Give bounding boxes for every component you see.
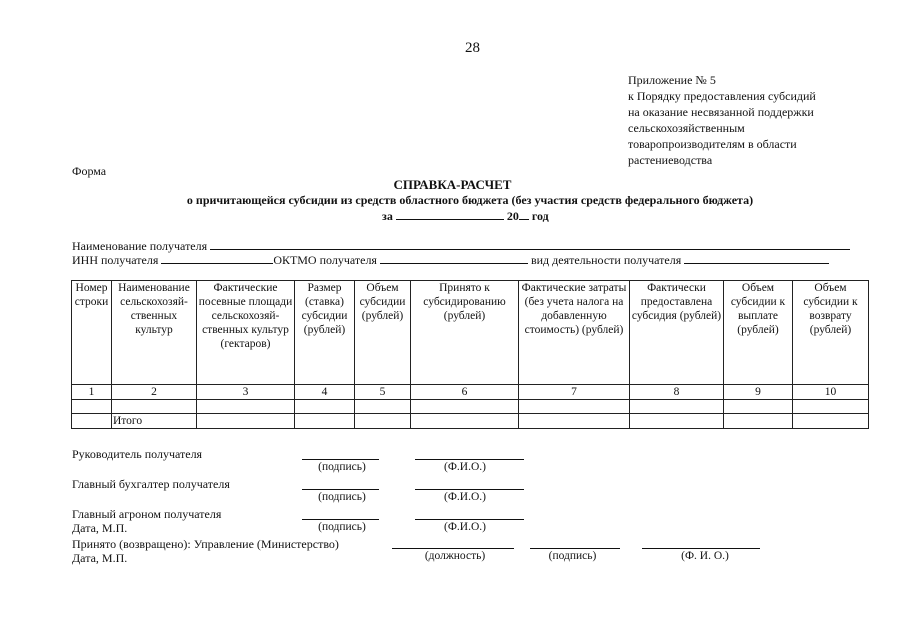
head-signature-line[interactable] xyxy=(302,459,379,460)
table-cell[interactable] xyxy=(197,400,295,414)
date-mp: Дата, М.П. xyxy=(72,521,128,535)
col-number: 1 xyxy=(72,385,112,400)
page-number: 28 xyxy=(465,40,480,56)
signature-caption: (подпись) xyxy=(318,521,366,533)
col-number: 9 xyxy=(724,385,793,400)
table-header-row xyxy=(72,281,869,385)
oktmo-label: ОКТМО получателя xyxy=(273,253,377,267)
signature-caption: (подпись) xyxy=(318,461,366,473)
recipient-name-field[interactable] xyxy=(210,238,850,250)
table-cell[interactable] xyxy=(793,400,869,414)
col-number: 6 xyxy=(411,385,519,400)
table-cell[interactable] xyxy=(519,414,630,429)
table-cell[interactable] xyxy=(295,400,355,414)
table-cell[interactable] xyxy=(197,414,295,429)
table-cell xyxy=(72,414,112,429)
agronomist-signature-line[interactable] xyxy=(302,519,379,520)
col-header: Объем субсидии (рублей) xyxy=(355,281,411,385)
document-title: СПРАВКА-РАСЧЕТ xyxy=(393,177,512,192)
col-number: 10 xyxy=(793,385,869,400)
col-number: 7 xyxy=(519,385,630,400)
fio-caption-spaced: (Ф. И. О.) xyxy=(681,550,729,562)
activity-label: вид деятельности получателя xyxy=(530,253,682,267)
subsidy-table xyxy=(71,280,869,429)
year-prefix: 20 xyxy=(506,209,519,223)
table-cell[interactable] xyxy=(295,414,355,429)
table-cell[interactable] xyxy=(724,414,793,429)
appendix-line: растениеводства xyxy=(628,153,713,167)
activity-field[interactable] xyxy=(684,252,829,264)
head-fio-line[interactable] xyxy=(415,459,524,460)
agronomist-fio-line[interactable] xyxy=(415,519,524,520)
period-line xyxy=(382,208,549,224)
inn-field[interactable] xyxy=(161,252,273,264)
form-label: Форма xyxy=(72,164,107,178)
accountant-fio-line[interactable] xyxy=(415,489,524,490)
total-label: Итого xyxy=(112,414,197,429)
table-cell[interactable] xyxy=(411,400,519,414)
accountant-signature-line[interactable] xyxy=(302,489,379,490)
appendix-line: Приложение № 5 xyxy=(628,73,716,87)
fio-caption: (Ф.И.О.) xyxy=(444,491,486,503)
col-header: Объем субсидии к выплате (рублей) xyxy=(724,281,793,385)
accepted-signature-line[interactable] xyxy=(530,548,620,549)
period-blank[interactable] xyxy=(396,208,504,220)
oktmo-field[interactable] xyxy=(380,252,528,264)
table-cell[interactable] xyxy=(630,400,724,414)
appendix-line: на оказание несвязанной поддержки xyxy=(628,105,814,119)
col-header: Наименование сельскохозяй-ственных культур xyxy=(112,281,197,385)
table-cell[interactable] xyxy=(112,400,197,414)
date-mp: Дата, М.П. xyxy=(72,551,128,565)
col-header: Принято к субсидированию (рублей) xyxy=(411,281,519,385)
accepted-label: Принято (возвращено): Управление (Министерство) xyxy=(72,537,339,551)
col-number: 8 xyxy=(630,385,724,400)
table-cell[interactable] xyxy=(724,400,793,414)
head-label: Руководитель получателя xyxy=(72,447,203,461)
column-number-row xyxy=(72,385,869,400)
table-cell[interactable] xyxy=(72,400,112,414)
col-header: Размер (ставка) субсидии (рублей) xyxy=(295,281,355,385)
recipient-ids-line xyxy=(72,252,829,268)
signature-caption: (подпись) xyxy=(318,491,366,503)
signature-caption: (подпись) xyxy=(548,550,597,562)
agronomist-label: Главный агроном получателя xyxy=(72,507,222,521)
table-cell[interactable] xyxy=(355,414,411,429)
position-line[interactable] xyxy=(392,548,514,549)
table-cell[interactable] xyxy=(519,400,630,414)
period-suffix: год xyxy=(531,209,549,223)
col-number: 2 xyxy=(112,385,197,400)
appendix-note xyxy=(628,72,858,168)
period-prefix: за xyxy=(382,209,393,223)
col-number: 3 xyxy=(197,385,295,400)
table-row xyxy=(72,400,869,414)
col-number: 5 xyxy=(355,385,411,400)
table-cell[interactable] xyxy=(355,400,411,414)
col-header: Объем субсидии к возврату (рублей) xyxy=(793,281,869,385)
appendix-line: сельскохозяйственным xyxy=(628,121,745,135)
fio-caption: (Ф.И.О.) xyxy=(444,461,486,473)
year-blank[interactable] xyxy=(519,208,529,220)
table-cell[interactable] xyxy=(630,414,724,429)
col-number: 4 xyxy=(295,385,355,400)
accepted-fio-line[interactable] xyxy=(642,548,760,549)
col-header: Номер строки xyxy=(72,281,112,385)
inn-label: ИНН получателя xyxy=(72,253,159,267)
appendix-line: товаропроизводителям в области xyxy=(628,137,797,151)
col-header: Фактические затраты (без учета налога на добавленную стоимость) (рублей) xyxy=(519,281,630,385)
col-header: Фактические посевные площади сельскохозяй-ственных культур (гектаров) xyxy=(197,281,295,385)
position-caption: (должность) xyxy=(424,550,486,562)
total-row xyxy=(72,414,869,429)
document-subtitle: о причитающейся субсидии из средств областного бюджета (без участия средств федерального бюджета) xyxy=(186,193,754,207)
col-header: Фактически предоставлена субсидия (рублей) xyxy=(630,281,724,385)
appendix-line: к Порядку предоставления субсидий xyxy=(628,89,816,103)
table-cell[interactable] xyxy=(411,414,519,429)
fio-caption: (Ф.И.О.) xyxy=(444,521,486,533)
table-cell[interactable] xyxy=(793,414,869,429)
recipient-name-label: Наименование получателя xyxy=(72,239,208,253)
accountant-label: Главный бухгалтер получателя xyxy=(72,477,230,491)
